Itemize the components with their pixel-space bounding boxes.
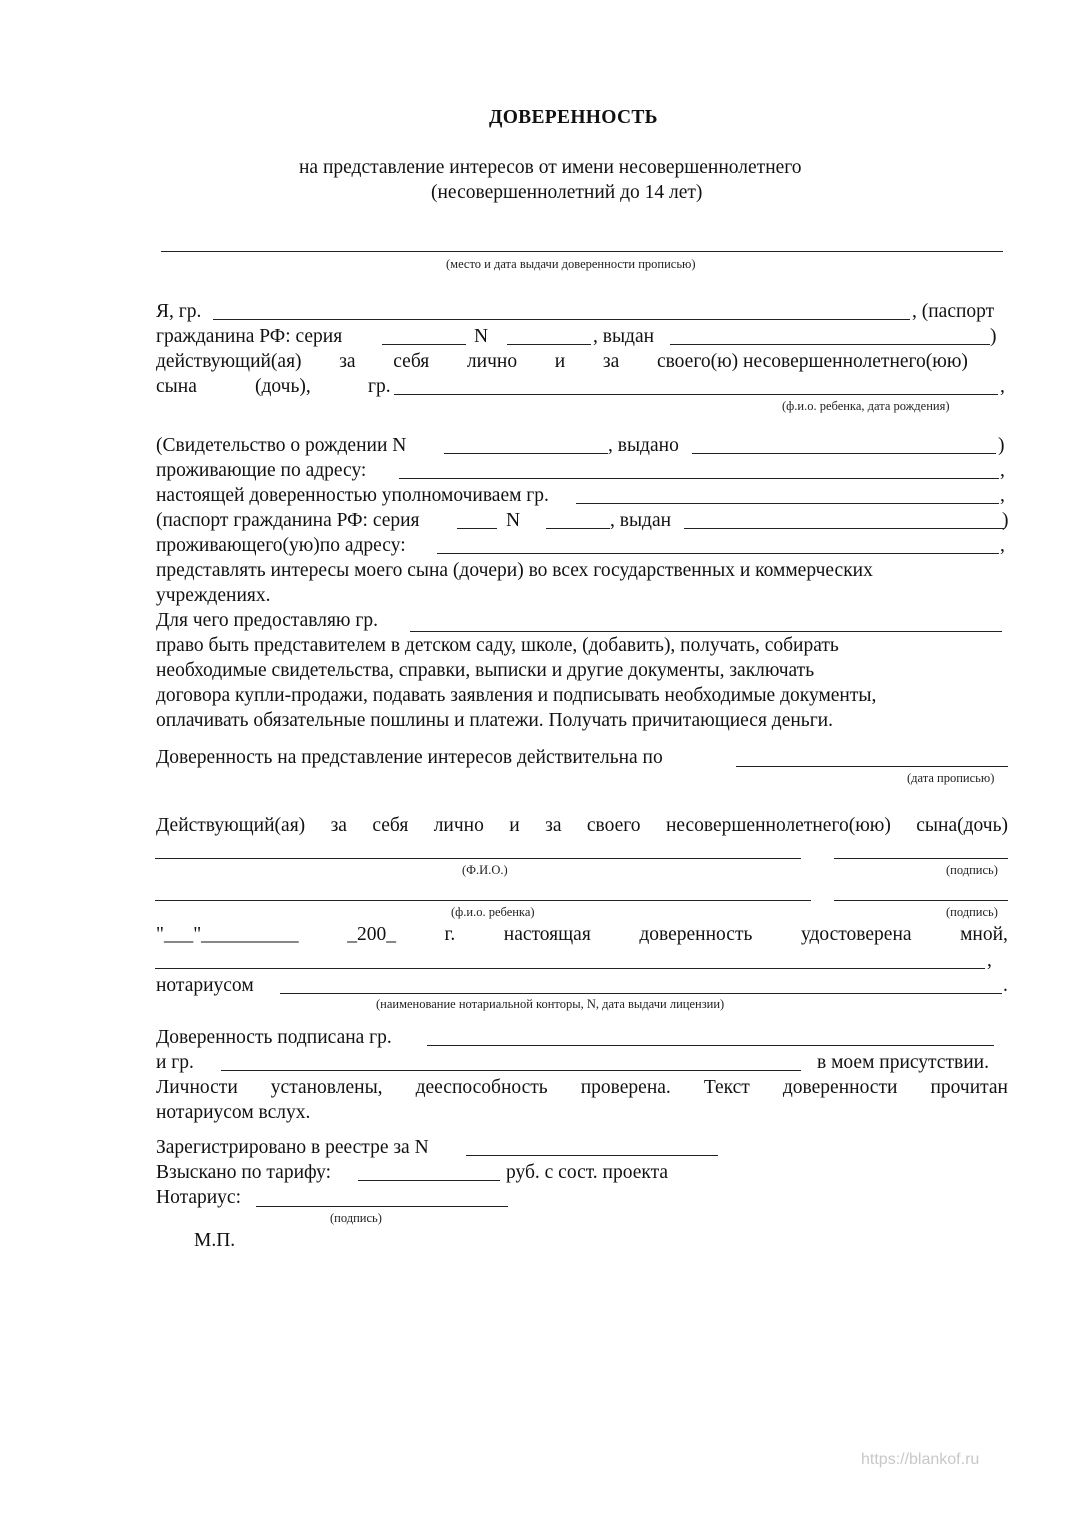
birth-cert-issued-field[interactable] — [692, 453, 996, 454]
document-title: ДОВЕРЕННОСТЬ — [489, 107, 658, 128]
notary-signature-field[interactable] — [256, 1206, 508, 1207]
validity-label: Доверенность на представление интересов действительна по — [156, 747, 663, 768]
authorize-label: настоящей доверенностью уполномочиваем гр. — [156, 485, 549, 506]
identity-line — [156, 1078, 1008, 1098]
word: прочитан — [930, 1077, 1008, 1098]
son-label: сына — [156, 376, 197, 397]
notary-label: нотариусом — [156, 975, 254, 996]
residence-field[interactable] — [399, 478, 999, 479]
notary-sign-label: Нотариус: — [156, 1187, 241, 1208]
place-date-field[interactable] — [161, 251, 1003, 252]
signed-by-field[interactable] — [427, 1045, 994, 1046]
period: . — [1003, 975, 1008, 996]
body-text-line: право быть представителем в детском саду, школе, (добавить), получать, собирать — [156, 635, 839, 656]
body-text-line: оплачивать обязательные пошлины и платежи. Получать причитающиеся деньги. — [156, 710, 833, 731]
notary-name-field[interactable] — [155, 968, 985, 969]
rep-passport-number-label: N — [506, 510, 521, 531]
passport-series-field[interactable] — [382, 344, 466, 345]
word: установлены, — [270, 1077, 383, 1098]
word: настоящая — [503, 924, 591, 945]
rep-residence-label: проживающего(ую)по адресу: — [156, 535, 406, 556]
word: сына(дочь) — [916, 815, 1008, 836]
rep-passport-series-label: (паспорт гражданина РФ: серия — [156, 510, 420, 531]
birth-cert-number-field[interactable] — [444, 453, 608, 454]
paren-close: ) — [998, 435, 1005, 456]
document-subtitle: на представление интересов от имени несовершеннолетнего — [299, 157, 802, 178]
validity-date-field[interactable] — [736, 766, 1008, 767]
place-date-hint: (место и дата выдачи доверенности прописью) — [446, 257, 696, 271]
word: за — [602, 351, 620, 372]
birth-cert-issued-label: , выдано — [608, 435, 679, 456]
signature-hint: (подпись) — [946, 905, 998, 919]
fio-hint: (Ф.И.О.) — [462, 863, 508, 877]
word: Текст — [703, 1077, 750, 1098]
acting-sign-line — [156, 816, 1008, 836]
word: за — [330, 815, 347, 836]
tariff-amount-field[interactable] — [358, 1180, 500, 1181]
notary-office-field[interactable] — [280, 993, 1002, 994]
rep-passport-series-field[interactable] — [457, 528, 497, 529]
word: действующий(ая) — [156, 351, 302, 372]
body-text-line: необходимые свидетельства, справки, выписки и другие документы, заключать — [156, 660, 815, 681]
word: своего(ю) несовершеннолетнего(юю) — [656, 351, 968, 372]
passport-number-label: N — [474, 326, 489, 347]
validity-hint: (дата прописью) — [907, 771, 995, 785]
word: Действующий(ая) — [156, 815, 306, 836]
signature-hint: (подпись) — [946, 863, 998, 877]
rep-passport-issued-label: , выдан — [610, 510, 672, 531]
body-text-line: учреждениях. — [156, 585, 271, 606]
rep-passport-issued-field[interactable] — [684, 528, 1004, 529]
passport-issued-field[interactable] — [670, 344, 990, 345]
word: доверенности — [782, 1077, 898, 1098]
comma: , — [987, 950, 992, 971]
daughter-label: (дочь), — [255, 376, 311, 397]
registry-label: Зарегистрировано в реестре за N — [156, 1137, 429, 1158]
date-field: "___"__________ — [156, 924, 299, 945]
word: лично — [466, 351, 518, 372]
tariff-label: Взыскано по тарифу: — [156, 1162, 332, 1183]
child-signature-field[interactable] — [834, 900, 1008, 901]
stamp-place: М.П. — [194, 1230, 236, 1251]
principal-name-field[interactable] — [213, 319, 910, 320]
word: несовершеннолетнего(юю) — [665, 815, 891, 836]
and-citizen-label: и гр. — [156, 1052, 194, 1073]
rep-residence-field[interactable] — [437, 553, 999, 554]
word: себя — [393, 351, 430, 372]
principal-signature-field[interactable] — [834, 858, 1008, 859]
comma: , — [1000, 460, 1005, 481]
year-field: _200_ — [347, 924, 396, 945]
word: лично — [433, 815, 484, 836]
grant-label: Для чего предоставляю гр. — [156, 610, 379, 631]
passport-series-label: гражданина РФ: серия — [156, 326, 343, 347]
document-subtitle-age: (несовершеннолетний до 14 лет) — [431, 182, 703, 203]
comma: , — [1000, 485, 1005, 506]
child-fio-hint: (ф.и.о. ребенка) — [451, 905, 535, 919]
body-text-line: договора купли-продажи, подавать заявления и подписывать необходимые документы, — [156, 685, 877, 706]
word: дееспособность — [415, 1077, 548, 1098]
word: за — [545, 815, 562, 836]
passport-issued-label: , выдан — [593, 326, 655, 347]
word: удостоверена — [800, 924, 912, 945]
acting-line — [156, 352, 968, 372]
word: себя — [372, 815, 409, 836]
word: за — [339, 351, 356, 372]
signature-hint: (подпись) — [330, 1211, 382, 1225]
watermark-link[interactable]: https://blankof.ru — [861, 1451, 980, 1468]
word: проверена. — [580, 1077, 671, 1098]
birth-cert-label: (Свидетельство о рождении N — [156, 435, 407, 456]
rub-label: руб. с сост. проекта — [506, 1162, 668, 1183]
word: мной, — [960, 924, 1008, 945]
word: г. — [444, 924, 456, 945]
passport-number-field[interactable] — [507, 344, 591, 345]
second-signer-field[interactable] — [221, 1070, 801, 1071]
comma: , — [1000, 535, 1005, 556]
child-fio-field[interactable] — [155, 900, 811, 901]
word: доверенность — [639, 924, 753, 945]
word: и — [509, 815, 520, 836]
word: своего — [586, 815, 641, 836]
registry-number-field[interactable] — [466, 1155, 718, 1156]
body-text-line: представлять интересы моего сына (дочери) во всех государственных и коммерческих — [156, 560, 873, 581]
comma: , — [1000, 376, 1005, 397]
read-aloud-text: нотариусом вслух. — [156, 1102, 311, 1123]
notary-date-line — [156, 925, 1008, 945]
child-name-field[interactable] — [394, 394, 998, 395]
word: и — [554, 351, 566, 372]
principal-fio-field[interactable] — [155, 858, 801, 859]
rep-passport-number-field[interactable] — [546, 528, 610, 529]
grant-name-field[interactable] — [410, 631, 1002, 632]
signed-by-label: Доверенность подписана гр. — [156, 1027, 392, 1048]
citizen-label: гр. — [368, 376, 391, 397]
notary-office-hint: (наименование нотариальной конторы, N, дата выдачи лицензии) — [376, 997, 725, 1011]
representative-name-field[interactable] — [576, 503, 999, 504]
presence-label: в моем присутствии. — [817, 1052, 989, 1073]
word: Личности — [156, 1077, 238, 1098]
principal-label: Я, гр. — [156, 301, 202, 322]
paren-close: ) — [1002, 510, 1009, 531]
passport-label: , (паспорт — [912, 301, 995, 322]
child-hint: (ф.и.о. ребенка, дата рождения) — [782, 399, 950, 413]
residence-label: проживающие по адресу: — [156, 460, 367, 481]
paren-close: ) — [990, 326, 997, 347]
